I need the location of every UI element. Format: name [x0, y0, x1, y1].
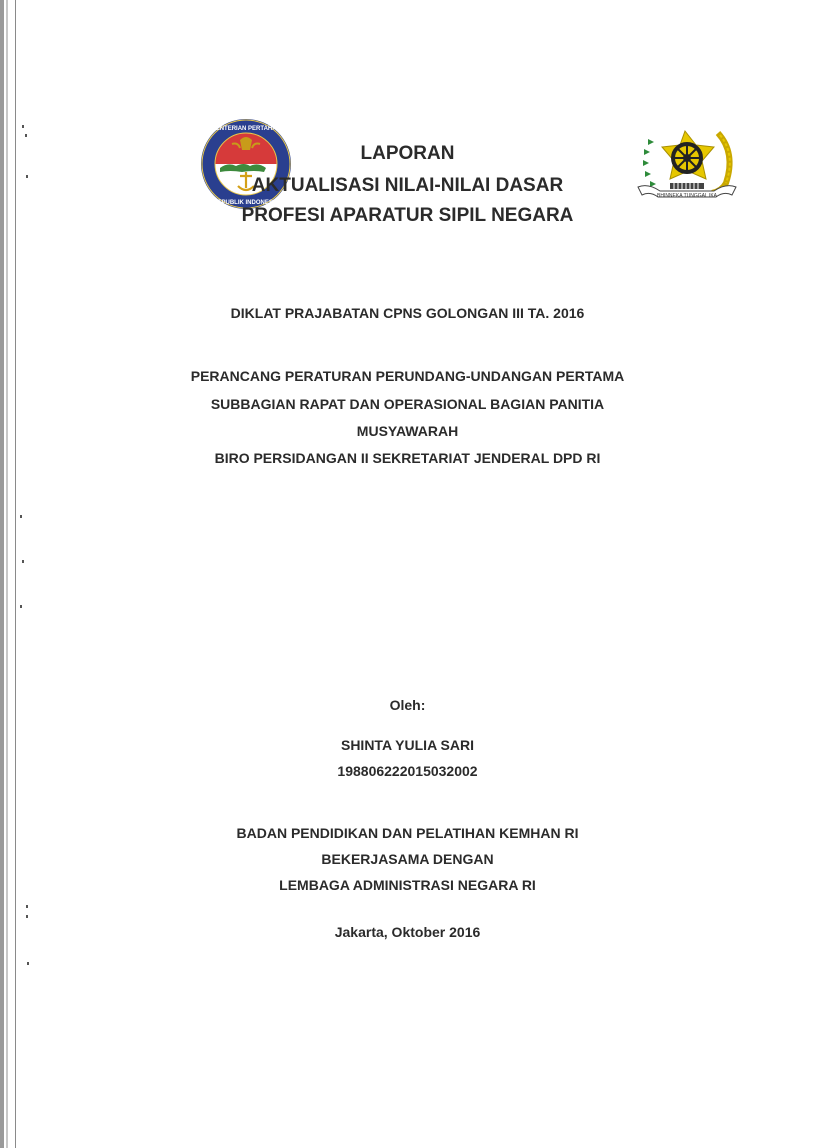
scan-speck [26, 915, 28, 918]
document-title-line-3: PROFESI APARATUR SIPIL NEGARA [241, 205, 574, 226]
scan-speck [27, 962, 29, 965]
author-nip: 198806222015032002 [337, 763, 478, 779]
scan-speck [22, 125, 24, 128]
scan-speck [26, 905, 28, 908]
svg-text:BHINNEKA TUNGGAL IKA: BHINNEKA TUNGGAL IKA [656, 193, 718, 199]
korpri-emblem-icon [630, 125, 745, 210]
scan-line [15, 0, 16, 1148]
document-title-line-2: AKTUALISASI NILAI-NILAI DASAR [251, 175, 564, 196]
position-line-4: BIRO PERSIDANGAN II SEKRETARIAT JENDERAL DPD RI [214, 450, 601, 466]
institution-line-1: BADAN PENDIDIKAN DAN PELATIHAN KEMHAN RI [236, 825, 579, 841]
scan-edge [6, 0, 8, 1148]
scan-edge [0, 0, 4, 1148]
scan-speck [22, 560, 24, 563]
document-title-line-1: LAPORAN [360, 143, 455, 164]
position-line-2: SUBBAGIAN RAPAT DAN OPERASIONAL BAGIAN PANITIA [210, 396, 605, 412]
program-heading: DIKLAT PRAJABATAN CPNS GOLONGAN III TA. 2016 [230, 305, 585, 321]
institution-line-3: LEMBAGA ADMINISTRASI NEGARA RI [279, 877, 536, 893]
by-label: Oleh: [389, 697, 426, 713]
place-date: Jakarta, Oktober 2016 [334, 924, 481, 940]
svg-text:KEMENTERIAN PERTAHANAN: KEMENTERIAN PERTAHANAN [202, 126, 290, 132]
author-name: SHINTA YULIA SARI [340, 737, 474, 753]
position-line-3: MUSYAWARAH [356, 423, 459, 439]
scan-speck [20, 515, 22, 518]
scan-speck [20, 605, 22, 608]
position-line-1: PERANCANG PERATURAN PERUNDANG-UNDANGAN PERTAMA [190, 368, 625, 384]
scan-speck [25, 134, 27, 137]
svg-text:REPUBLIK INDONESIA: REPUBLIK INDONESIA [213, 200, 279, 206]
institution-line-2: BEKERJASAMA DENGAN [321, 851, 494, 867]
